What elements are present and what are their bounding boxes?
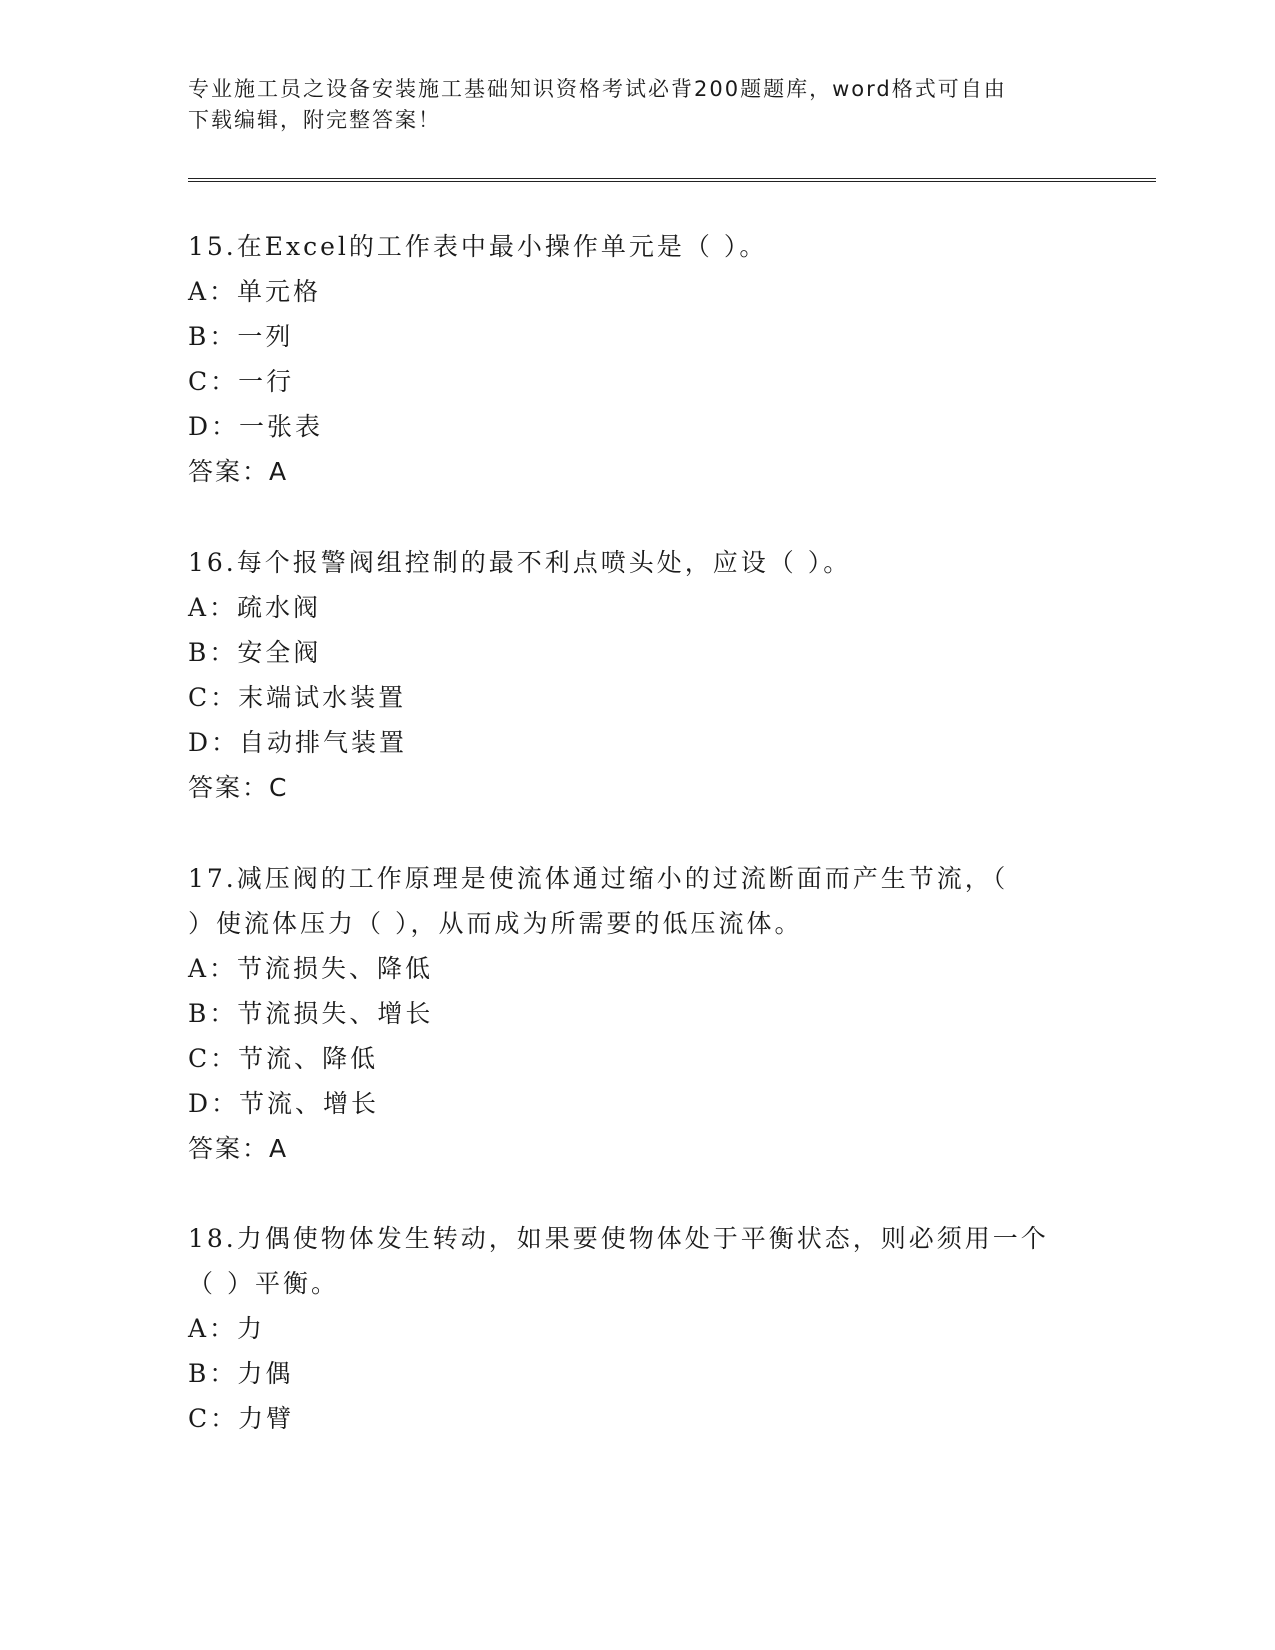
question-stem-line-1: 18.力偶使物体发生转动，如果要使物体处于平衡状态，则必须用一个 [188,1224,1049,1253]
option-a: A：单元格 [188,277,322,306]
question-15 [188,224,1088,494]
document-header [188,74,1068,136]
option-d: D：一张表 [188,412,324,441]
option-c: C：节流、降低 [188,1044,379,1073]
option-a: A：力 [188,1314,266,1343]
option-b: B：安全阀 [188,638,322,667]
question-stem: 15.在Excel的工作表中最小操作单元是（ ）。 [188,232,768,261]
question-16 [188,540,1088,810]
answer: 答案：C [188,773,289,802]
answer: 答案：A [188,1134,289,1163]
question-stem-line-2: ）使流体压力（ ），从而成为所需要的低压流体。 [188,909,803,938]
question-17 [188,856,1088,1171]
option-c: C：一行 [188,367,295,396]
option-b: B：一列 [188,322,294,351]
option-b: B：力偶 [188,1359,294,1388]
option-c: C：末端试水装置 [188,683,407,712]
answer: 答案：A [188,457,289,486]
header-line-2: 下载编辑，附完整答案！ [188,108,441,132]
option-a: A：节流损失、降低 [188,954,434,983]
header-divider [188,178,1156,182]
option-b: B：节流损失、增长 [188,999,434,1028]
option-c: C：力臂 [188,1404,295,1433]
option-d: D：自动排气装置 [188,728,408,757]
question-stem-line-1: 17.减压阀的工作原理是使流体通过缩小的过流断面而产生节流，（ [188,864,1009,893]
question-18 [188,1216,1088,1441]
header-line-1: 专业施工员之设备安装施工基础知识资格考试必背200题题库，word格式可自由 [188,77,1007,101]
question-stem-line-2: （ ）平衡。 [188,1269,339,1298]
question-stem: 16.每个报警阀组控制的最不利点喷头处，应设（ ）。 [188,548,852,577]
option-a: A：疏水阀 [188,593,322,622]
option-d: D：节流、增长 [188,1089,380,1118]
